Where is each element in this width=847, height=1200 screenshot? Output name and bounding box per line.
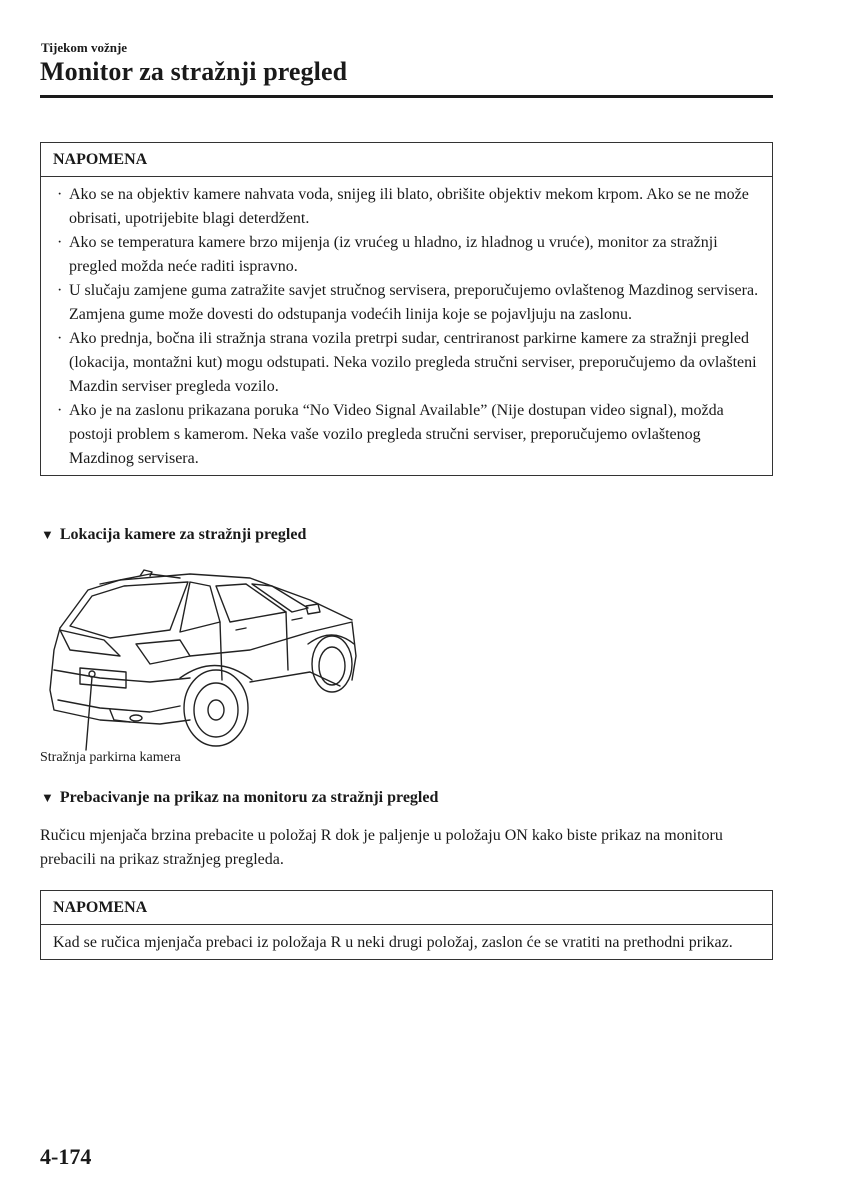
page-title: Monitor za stražnji pregled <box>40 57 348 86</box>
car-rear-camera-illustration <box>40 560 360 752</box>
note-item-text: Ako se na objektiv kamere nahvata voda, snijeg ili blato, obrišite objektiv mekom krpom. Ako se ne može obrisati, upotrijebite blagi deterdžent. <box>69 186 749 227</box>
note-item-text: Ako je na zaslonu prikazana poruka “No Video Signal Available” (Nije dostupan video signal), možda postoji problem s kamerom. Neka vaše vozilo pregleda stručni serviser, preporučujemo ovlaštenog Mazdinog servisera. <box>69 402 724 467</box>
bullet-dot: · <box>57 402 63 419</box>
page-number: 4-174 <box>40 1144 92 1169</box>
bullet-dot: · <box>57 330 63 347</box>
switch-view-paragraph: Ručicu mjenjača brzina prebacite u položaj R dok je paljenje u položaju ON kako biste prikaz na monitoru prebacili na prikaz stražnjeg pregleda. <box>40 827 723 868</box>
subheading-text: Prebacivanje na prikaz na monitoru za stražnji pregled <box>59 789 439 806</box>
note-item-text: U slučaju zamjene guma zatražite savjet stručnog servisera, preporučujemo ovlaštenog Mazdinog servisera. Zamjena gume može dovesti do odstupanja vodećih linija koje se pojavljuju na zaslonu. <box>69 282 759 323</box>
note-item <box>55 231 760 279</box>
bullet-dot: · <box>57 234 63 251</box>
camera-caption: Stražnja parkirna kamera <box>40 750 181 765</box>
note-body <box>41 177 772 475</box>
triangle-marker-icon: ▼ <box>41 790 54 805</box>
note-heading: NAPOMENA <box>41 891 772 925</box>
bullet-dot: · <box>57 186 63 203</box>
triangle-marker-icon: ▼ <box>41 527 54 542</box>
bullet-dot: · <box>57 282 63 299</box>
note-item <box>55 279 760 327</box>
switch-view-heading <box>41 789 438 807</box>
note-item-text: Ako prednja, bočna ili stražnja strana vozila pretrpi sudar, centriranost parkirne kamere za stražnji pregled (lokacija, montažni kut) mogu odstupati. Neka vozilo pregleda stručni serviser, preporučujemo da ovlašteni Mazdin serviser pregleda vozilo. <box>69 330 757 395</box>
subheading-text: Lokacija kamere za stražnji pregled <box>59 526 307 543</box>
note-box-2 <box>40 890 773 960</box>
camera-location-heading <box>41 526 306 544</box>
note-item <box>55 183 760 231</box>
note-item <box>55 399 760 471</box>
note-item <box>55 327 760 399</box>
note-heading: NAPOMENA <box>41 143 772 177</box>
title-rule <box>40 95 773 98</box>
note-box-1 <box>40 142 773 476</box>
note-body <box>41 925 772 959</box>
section-label: Tijekom vožnje <box>41 40 128 55</box>
note-text: Kad se ručica mjenjača prebaci iz položaja R u neki drugi položaj, zaslon će se vratiti na prethodni prikaz. <box>53 934 733 951</box>
note-item-text: Ako se temperatura kamere brzo mijenja (iz vrućeg u hladno, iz hladnog u vruće), monitor za stražnji pregled možda neće raditi ispravno. <box>69 234 718 275</box>
